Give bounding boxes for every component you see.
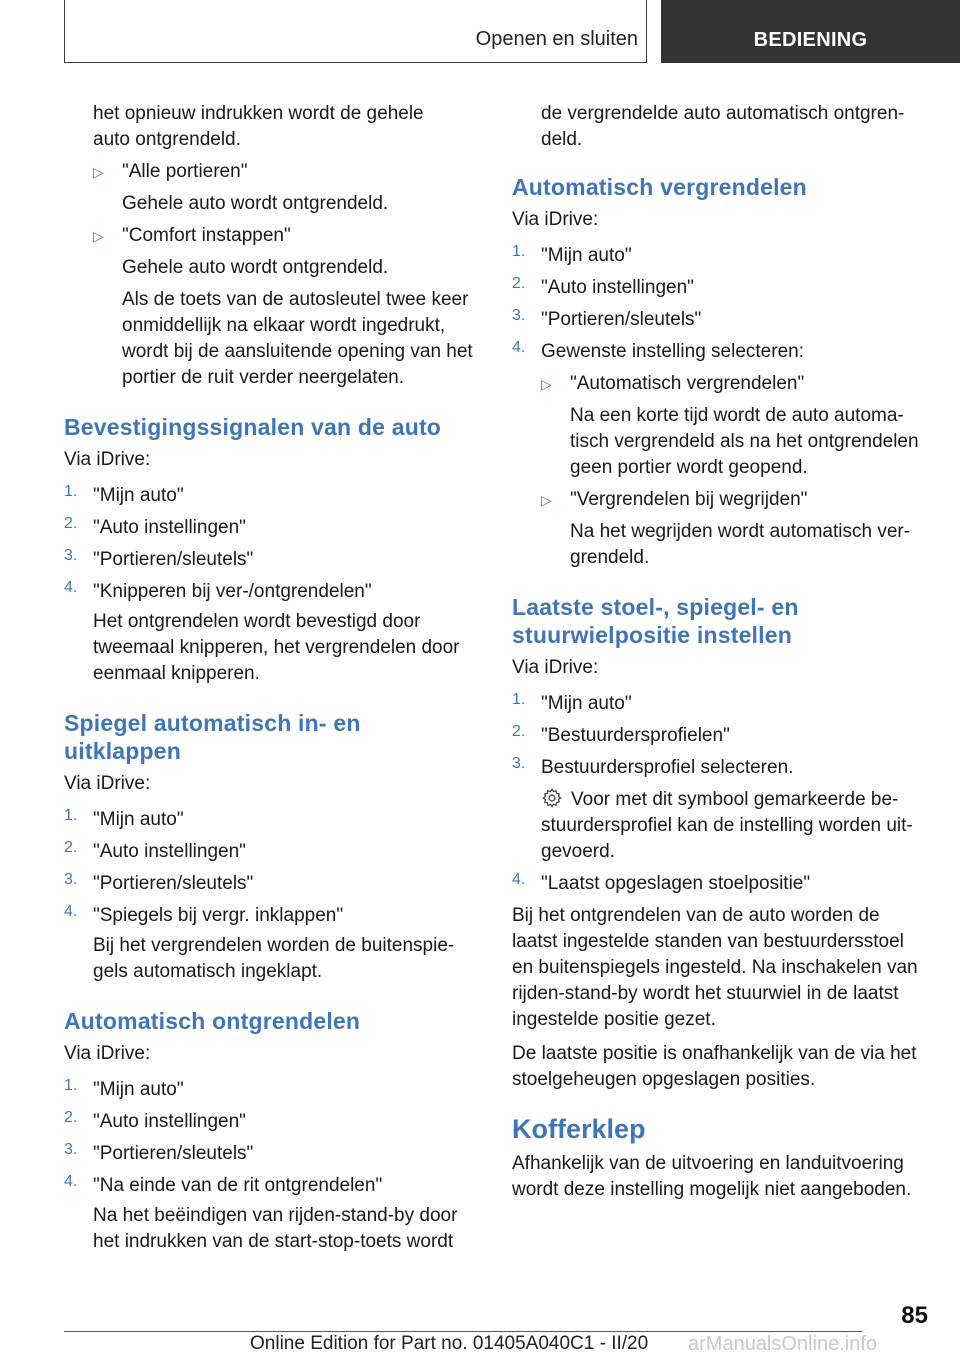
paragraph [512,1041,932,1093]
step-number: 4. [512,339,526,356]
text-line [541,787,932,813]
chapter-tab [661,0,960,63]
footer-rule [64,1331,862,1332]
text-line: laatst ingestelde standen van bestuurdersstoel [512,931,904,952]
text-line: en buitenspiegels ingesteld. Na inschakelen van [512,957,918,978]
step-item [64,483,484,509]
text-line: wordt bij de aansluitende opening van het [122,341,473,362]
text-line: portier de ruit verder neergelaten. [122,367,404,388]
step-note [93,1203,484,1255]
text-line: wordt deze instelling mogelijk niet aangeboden. [512,1179,912,1200]
step-item [512,307,932,333]
step-text: "Auto instellingen" [93,517,246,538]
step-number: 3. [64,1141,78,1158]
step-number: 1. [64,483,78,500]
step-text: "Mijn auto" [93,809,184,830]
text-line: Bij het vergrendelen worden de buitenspie- [93,935,455,956]
via-idrive: Via iDrive: [64,1043,151,1064]
text-line: stuurdersprofiel kan de instelling worden uit- [541,815,913,836]
text-line: Bij het ontgrendelen van de auto worden de [512,905,880,926]
step-text: "Mijn auto" [93,485,184,506]
step-number: 3. [64,871,78,888]
paragraph [512,1151,932,1203]
step-number: 3. [512,755,526,772]
step-text: "Laatst opgeslagen stoelpositie" [541,873,811,894]
option-vergrendelen-wegrijden [541,487,932,571]
step-number: 1. [64,1077,78,1094]
heading-line: Laatste stoel-, spiegel- en [512,594,799,620]
paragraph [512,903,932,1033]
text-line: grendeld. [570,547,650,568]
step-number: 1. [64,807,78,824]
text-line: Na een korte tijd wordt de auto automa- [570,405,904,426]
heading-automatisch-vergrendelen: Automatisch vergrendelen [512,174,807,200]
heading-laatste-stoel [512,593,932,649]
heading-kofferklep: Kofferklep [512,1114,646,1144]
step-text: "Na einde van de rit ontgrendelen" [93,1175,383,1196]
step-item [512,723,932,749]
triangle-right-icon: ▷ [541,376,552,392]
step-text: "Portieren/sleutels" [541,309,702,330]
heading-line: stuurwielpositie instellen [512,622,792,648]
text-line: de vergrendelde auto automatisch ontgren- [541,103,905,124]
text-line: gevoerd. [541,841,615,862]
text-line: eenmaal knipperen. [93,663,260,684]
text-line: stoelgeheugen opgeslagen posities. [512,1069,816,1090]
footer-edition: Online Edition for Part no. 01405A040C1 - II/20 [250,1333,649,1354]
heading-line: Spiegel automatisch in- en [64,710,361,736]
text-line: geen portier wordt geopend. [570,457,808,478]
step-text: "Portieren/sleutels" [93,549,254,570]
text-line: Als de toets van de autosleutel twee keer [122,289,469,310]
step-number: 3. [64,547,78,564]
step-item [512,755,932,781]
option-alle-portieren [93,159,484,217]
step-number: 2. [64,839,78,856]
gear-icon [541,787,563,809]
step-item [64,1077,484,1103]
step-item [512,243,932,269]
step-number: 2. [64,1109,78,1126]
option-label: "Vergrendelen bij wegrijden" [570,489,808,510]
text-line: gels automatisch ingeklapt. [93,961,323,982]
heading-spiegel-automatisch [64,709,484,765]
text-line: auto ontgrendeld. [93,129,241,150]
note-text: Voor met dit symbool gemarkeerde be- [571,789,899,810]
step-item [64,1173,484,1199]
text-line: deld. [541,129,583,150]
step-number: 2. [512,723,526,740]
right-column [512,101,932,1203]
step-item [512,691,932,717]
step-item [512,871,932,897]
text-line: De laatste positie is onafhankelijk van de via het [512,1043,917,1064]
step-number: 1. [512,243,526,260]
step-text: "Knipperen bij ver-/ontgrendelen" [93,581,372,602]
step-text: "Mijn auto" [541,245,632,266]
step-note [93,933,484,985]
step-number: 2. [64,515,78,532]
text-line: Het ontgrendelen wordt bevestigd door [93,611,421,632]
option-label: "Alle portieren" [122,161,248,182]
option-label: "Comfort instappen" [122,225,291,246]
step-number: 3. [512,307,526,324]
option-desc: Gehele auto wordt ontgrendeld. [122,257,389,278]
text-line: onmiddellijk na elkaar wordt ingedrukt, [122,315,446,336]
page-number: 85 [901,1302,928,1329]
left-column [64,101,484,1255]
step-text: "Bestuurdersprofielen" [541,725,730,746]
step-item [64,839,484,865]
heading-line: uitklappen [64,738,182,764]
step-text: "Auto instellingen" [541,277,694,298]
step-item [64,903,484,929]
option-automatisch-vergrendelen [541,371,932,481]
text-line: rijden-stand-by wordt het stuurwiel in de laatst [512,983,899,1004]
step-text: "Spiegels bij vergr. inklappen" [93,905,344,926]
step-text: Gewenste instelling selecteren: [541,341,804,362]
step-number: 4. [64,579,78,596]
step-text: "Auto instellingen" [93,841,246,862]
step-text: "Auto instellingen" [93,1111,246,1132]
step-text: "Portieren/sleutels" [93,873,254,894]
step-item [512,339,932,365]
step-number: 1. [512,691,526,708]
heading-automatisch-ontgrendelen: Automatisch ontgrendelen [64,1008,361,1034]
via-idrive: Via iDrive: [512,209,599,230]
step-item [64,579,484,605]
text-line: ingestelde positie gezet. [512,1009,716,1030]
option-comfort-instappen [93,223,484,391]
step-number: 2. [512,275,526,292]
text-line: Na het wegrijden wordt automatisch ver- [570,521,911,542]
option-desc: Gehele auto wordt ontgrendeld. [122,193,389,214]
text-line: het opnieuw indrukken wordt de gehele [93,103,424,124]
intro-text [93,101,484,153]
step-item [64,547,484,573]
text-line: Na het beëindigen van rijden-stand-by door [93,1205,458,1226]
step-item [64,807,484,833]
triangle-right-icon: ▷ [93,228,104,244]
step-text: "Mijn auto" [541,693,632,714]
intro-text [541,101,932,153]
step-note [541,787,932,865]
step-number: 4. [512,871,526,888]
text-line: tweemaal knipperen, het vergrendelen door [93,637,460,658]
triangle-right-icon: ▷ [541,492,552,508]
watermark: arManualsOnline.info [688,1333,877,1355]
via-idrive: Via iDrive: [512,657,599,678]
via-idrive: Via iDrive: [64,773,151,794]
text-line: tisch vergrendeld als na het ontgrendelen [570,431,919,452]
step-number: 4. [64,1173,78,1190]
step-number: 4. [64,903,78,920]
step-item [512,275,932,301]
option-label: "Automatisch vergrendelen" [570,373,805,394]
step-item [64,515,484,541]
step-item [64,871,484,897]
step-note [93,609,484,687]
step-item [64,1109,484,1135]
section-title: Openen en sluiten [475,28,638,50]
text-line: Afhankelijk van de uitvoering en landuitvoering [512,1153,904,1174]
step-text: Bestuurdersprofiel selecteren. [541,757,794,778]
via-idrive: Via iDrive: [64,449,151,470]
step-item [64,1141,484,1167]
step-text: "Mijn auto" [93,1079,184,1100]
step-text: "Portieren/sleutels" [93,1143,254,1164]
triangle-right-icon: ▷ [93,164,104,180]
text-line: het indrukken van de start-stop-toets wordt [93,1231,454,1252]
chapter-label: BEDIENING [753,29,868,51]
heading-bevestigingssignalen: Bevestigingssignalen van de auto [64,414,442,440]
